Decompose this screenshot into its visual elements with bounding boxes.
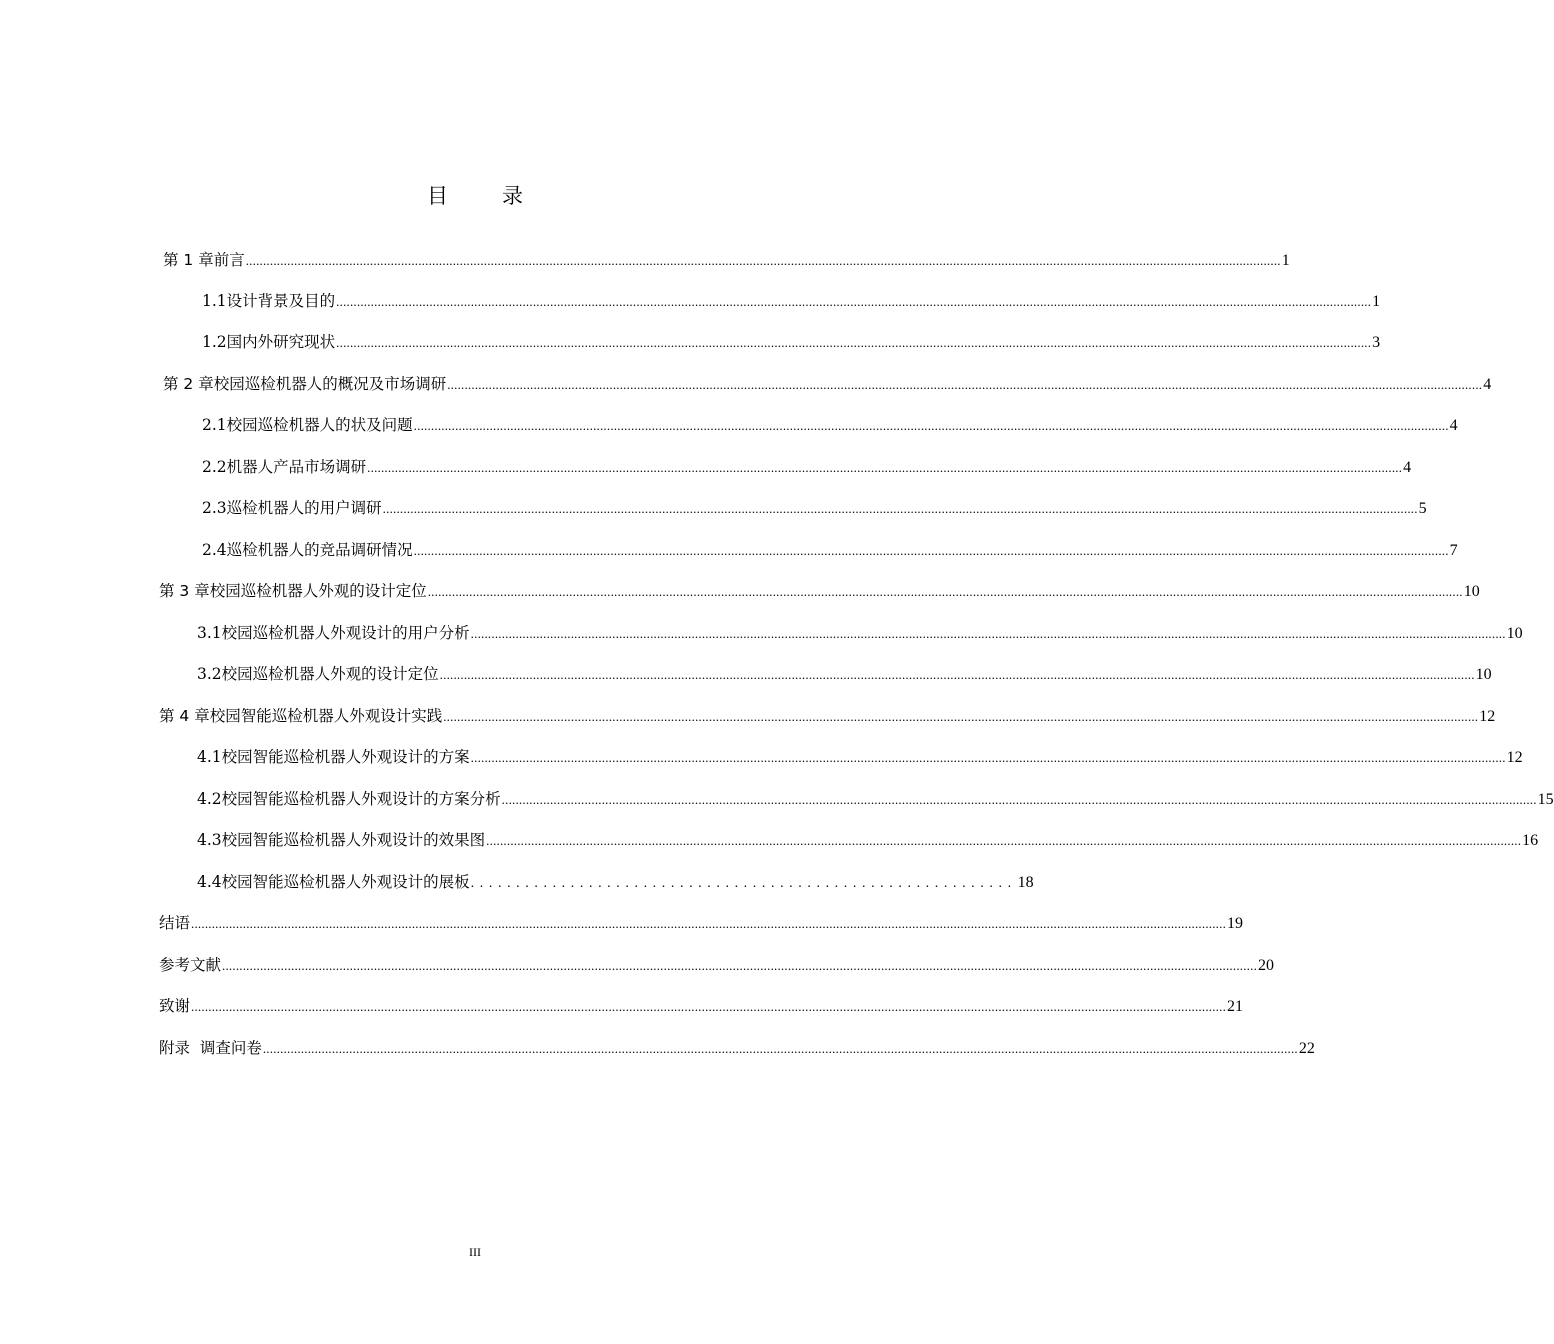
- toc-entry[interactable]: [159, 911, 1244, 935]
- toc-entry[interactable]: [159, 953, 1275, 977]
- toc-entry-label: 巡检机器人的竞品调研情况: [226, 541, 413, 559]
- toc-leader: ............................................................................................................................................................................................................................................................................................................: [501, 792, 1537, 807]
- toc-entry-number: 1.1: [202, 292, 227, 310]
- toc-leader: ............................................................................................................................................................................................................................................................................................................: [336, 294, 1372, 309]
- toc-entry-label: 校园智能巡检机器人外观设计的方案: [221, 748, 470, 766]
- toc-entry-page: 10: [1506, 625, 1523, 642]
- toc-entry-label: 校园智能巡检机器人外观设计的方案分析: [221, 790, 501, 808]
- toc-entry-number: 2.3: [202, 499, 227, 517]
- toc-entry-page: 18: [1017, 874, 1034, 891]
- toc-leader: ............................................................................................................................................................................................................................................................................................................: [367, 460, 1403, 475]
- toc-leader: ............................................................................................................................................................................................................................................................................................................: [222, 958, 1258, 973]
- toc-entry-page: 20: [1258, 957, 1275, 974]
- toc-entry-label: 附录 调查问卷: [159, 1039, 262, 1057]
- toc-entry[interactable]: [163, 248, 1290, 272]
- toc-leader: ............................................................................................................................................................................................................................................................................................................: [245, 253, 1281, 268]
- toc-entry-page: 15: [1537, 791, 1554, 808]
- toc-entry[interactable]: [163, 372, 1492, 396]
- toc-entry-page: 19: [1227, 915, 1244, 932]
- toc-entry-label: 结语: [159, 914, 191, 932]
- toc-entry[interactable]: [197, 745, 1523, 769]
- toc-entry[interactable]: [159, 1036, 1315, 1060]
- toc-entry-number: 2.1: [202, 416, 227, 434]
- toc-leader: ............................................................: [470, 876, 1017, 891]
- toc-entry-label: 校园巡检机器人的状及问题: [226, 416, 413, 434]
- toc-entry-label: 校园智能巡检机器人外观设计实践: [209, 707, 443, 725]
- toc-entry-number: 4.3: [197, 831, 222, 849]
- toc-entry-number: 1.2: [202, 333, 227, 351]
- toc-entry-number: 4.2: [197, 790, 222, 808]
- toc-entry-label: 校园智能巡检机器人外观设计的效果图: [221, 831, 486, 849]
- toc-entry[interactable]: [197, 828, 1539, 852]
- toc-leader: ............................................................................................................................................................................................................................................................................................................: [439, 667, 1475, 682]
- toc-leader: ............................................................................................................................................................................................................................................................................................................: [191, 999, 1227, 1014]
- toc-entry-page: 10: [1463, 583, 1480, 600]
- toc-leader: ............................................................................................................................................................................................................................................................................................................: [447, 377, 1483, 392]
- toc-entry[interactable]: [202, 289, 1381, 313]
- toc-title-char-2: 录: [502, 184, 525, 208]
- toc-title: [0, 180, 950, 210]
- toc-entry-label: 校园巡检机器人外观的设计定位: [221, 665, 439, 683]
- toc-entry-number: 3.1: [197, 624, 222, 642]
- toc-entry-label: 校园巡检机器人外观的设计定位: [209, 582, 427, 600]
- toc-entry-label: 校园智能巡检机器人外观设计的展板: [221, 873, 470, 891]
- toc-entry-page: 10: [1475, 666, 1492, 683]
- toc-entry-label: 国内外研究现状: [226, 333, 336, 351]
- toc-entry-label: 巡检机器人的用户调研: [226, 499, 382, 517]
- toc-entry[interactable]: [159, 704, 1496, 728]
- toc-entry[interactable]: [202, 538, 1458, 562]
- page-number: III: [469, 1245, 481, 1259]
- toc-entry-label: 机器人产品市场调研: [226, 458, 367, 476]
- toc-entry[interactable]: [202, 496, 1427, 520]
- toc-leader: ............................................................................................................................................................................................................................................................................................................: [470, 626, 1506, 641]
- toc-entry-page: 12: [1506, 749, 1523, 766]
- toc-leader: ............................................................................................................................................................................................................................................................................................................: [413, 543, 1449, 558]
- toc-entry-label: 设计背景及目的: [226, 292, 336, 310]
- toc-leader: ............................................................................................................................................................................................................................................................................................................: [191, 916, 1227, 931]
- toc-entry-number: 第 3 章: [159, 582, 210, 600]
- toc-entry-page: 16: [1522, 832, 1539, 849]
- toc-entry[interactable]: [202, 330, 1381, 354]
- toc-entry-number: 2.2: [202, 458, 227, 476]
- toc-entry-page: 1: [1372, 293, 1381, 310]
- toc-entry-number: 2.4: [202, 541, 227, 559]
- toc-entry[interactable]: [197, 787, 1554, 811]
- toc-entry[interactable]: [159, 994, 1244, 1018]
- toc-leader: ............................................................................................................................................................................................................................................................................................................: [382, 501, 1418, 516]
- toc-entry-page: 12: [1479, 708, 1496, 725]
- toc-entry-label: 校园巡检机器人的概况及市场调研: [213, 375, 447, 393]
- toc-entry-page: 5: [1418, 500, 1427, 517]
- toc-entry[interactable]: [197, 662, 1492, 686]
- toc-leader: ............................................................................................................................................................................................................................................................................................................: [413, 418, 1449, 433]
- toc-entry-page: 21: [1227, 998, 1244, 1015]
- toc-entry-page: 4: [1483, 376, 1492, 393]
- toc-entry-number: 3.2: [197, 665, 222, 683]
- toc-entry[interactable]: [197, 870, 1034, 894]
- toc-entry[interactable]: [202, 455, 1412, 479]
- toc-leader: ............................................................................................................................................................................................................................................................................................................: [336, 335, 1372, 350]
- toc-entry-page: 4: [1403, 459, 1412, 476]
- toc-leader: ............................................................................................................................................................................................................................................................................................................: [470, 750, 1506, 765]
- toc-entry-number: 第 1 章: [163, 251, 214, 269]
- toc-entry-page: 7: [1449, 542, 1458, 559]
- toc-entry-label: 参考文献: [159, 956, 222, 974]
- toc-entry-page: 22: [1298, 1040, 1315, 1057]
- toc-leader: ............................................................................................................................................................................................................................................................................................................: [262, 1041, 1298, 1056]
- toc-entry[interactable]: [159, 579, 1480, 603]
- toc-entry-number: 4.1: [197, 748, 222, 766]
- toc-entry-number: 第 4 章: [159, 707, 210, 725]
- toc-leader: ............................................................................................................................................................................................................................................................................................................: [486, 833, 1522, 848]
- toc-title-char-1: 目: [427, 184, 450, 208]
- toc-entry[interactable]: [202, 413, 1458, 437]
- toc-leader: ............................................................................................................................................................................................................................................................................................................: [443, 709, 1479, 724]
- toc-entry-page: 1: [1281, 252, 1290, 269]
- toc-leader: ............................................................................................................................................................................................................................................................................................................: [427, 584, 1463, 599]
- toc-entry-number: 4.4: [197, 873, 222, 891]
- toc-entry-label: 校园巡检机器人外观设计的用户分析: [221, 624, 470, 642]
- toc-entry-page: 4: [1449, 417, 1458, 434]
- toc-entry-number: 第 2 章: [163, 375, 214, 393]
- toc-entry-label: 前言: [213, 251, 245, 269]
- toc-entry-page: 3: [1372, 334, 1381, 351]
- toc-entry[interactable]: [197, 621, 1523, 645]
- toc-entry-label: 致谢: [159, 997, 191, 1015]
